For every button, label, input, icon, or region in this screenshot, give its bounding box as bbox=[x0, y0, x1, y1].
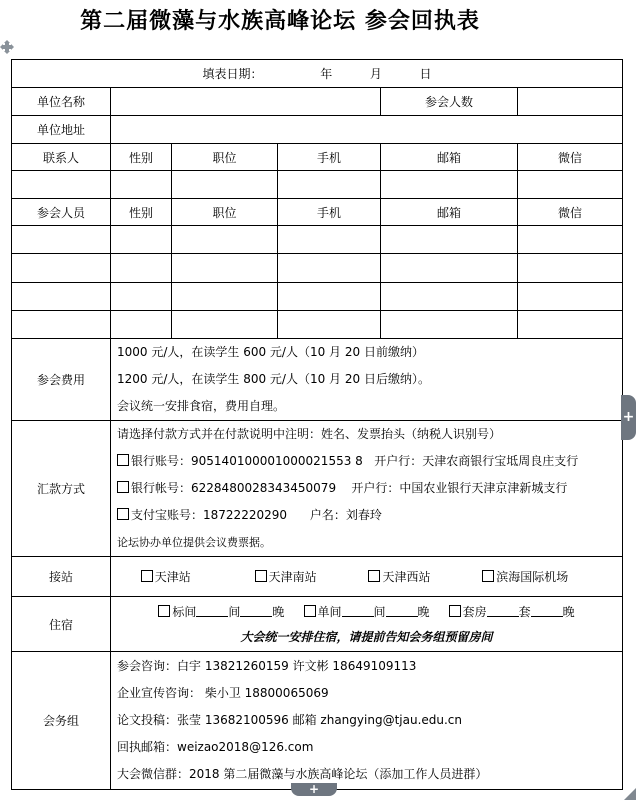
participant-row bbox=[12, 283, 623, 311]
nights-input[interactable] bbox=[531, 605, 563, 617]
unit-label: 间 bbox=[228, 605, 241, 619]
participant-position-field[interactable] bbox=[172, 283, 278, 311]
contact-row bbox=[12, 171, 623, 199]
payment-option-bank-2 bbox=[117, 475, 622, 502]
alipay-holder-name: 刘春玲 bbox=[345, 508, 382, 522]
payment-label: 汇款方式 bbox=[12, 421, 111, 557]
participant-name-field[interactable] bbox=[12, 283, 111, 311]
pickup-row bbox=[12, 557, 623, 597]
participant-phone-field[interactable] bbox=[278, 311, 381, 339]
unit-address-label: 单位地址 bbox=[12, 116, 111, 144]
checkbox[interactable] bbox=[255, 570, 267, 582]
participant-name-field[interactable] bbox=[12, 254, 111, 283]
contact-header: 联系人 bbox=[12, 144, 111, 171]
lodging-option-standard[interactable] bbox=[158, 605, 284, 619]
bank-2-checkbox[interactable] bbox=[117, 481, 129, 493]
participant-phone-field[interactable] bbox=[278, 254, 381, 283]
nights-label: 晚 bbox=[272, 605, 285, 619]
paper-submission: 论文投稿：张莹 13682100596 邮箱 zhangying@tjau.edu.cn bbox=[117, 713, 463, 727]
wechat-group: 大会微信群：2018 第二届微藻与水族高峰论坛（添加工作人员进群） bbox=[117, 767, 488, 781]
nights-input[interactable] bbox=[386, 605, 418, 617]
contact-position-header: 职位 bbox=[172, 144, 278, 171]
unit-address-row bbox=[12, 116, 623, 144]
fee-row bbox=[12, 339, 623, 421]
fee-line-late: 1200 元/人，在读学生 800 元/人（10 月 20 日后缴纳）。 bbox=[117, 372, 430, 386]
participant-wechat-field[interactable] bbox=[518, 254, 623, 283]
lodging-option-label: 标间 bbox=[172, 605, 197, 619]
rooms-input[interactable] bbox=[196, 605, 228, 617]
attendees-count-field[interactable] bbox=[518, 88, 623, 116]
participant-position-field[interactable] bbox=[172, 226, 278, 254]
checkbox[interactable] bbox=[304, 605, 316, 617]
participant-wechat-header: 微信 bbox=[518, 199, 623, 226]
plus-icon: + bbox=[308, 782, 320, 796]
rooms-input[interactable] bbox=[487, 605, 519, 617]
participant-phone-field[interactable] bbox=[278, 283, 381, 311]
payment-intro: 请选择付款方式并在付款说明中注明：姓名、发票抬头（纳税人识别号） bbox=[117, 427, 502, 441]
participant-row bbox=[12, 254, 623, 283]
fee-line-lodging: 会议统一安排食宿，费用自理。 bbox=[117, 399, 286, 413]
checkbox[interactable] bbox=[449, 605, 461, 617]
participant-position-header: 职位 bbox=[172, 199, 278, 226]
table-resize-handle-icon[interactable] bbox=[624, 788, 636, 800]
pickup-option-tianjin[interactable] bbox=[141, 568, 251, 585]
contact-gender-field[interactable] bbox=[111, 171, 172, 199]
bank-1-account-label: 银行账号： bbox=[131, 454, 192, 468]
participant-name-field[interactable] bbox=[12, 226, 111, 254]
contact-wechat-header: 微信 bbox=[518, 144, 623, 171]
participant-phone-header: 手机 bbox=[278, 199, 381, 226]
participant-position-field[interactable] bbox=[172, 311, 278, 339]
nights-label: 晚 bbox=[417, 605, 430, 619]
lodging-option-label: 套房 bbox=[462, 605, 487, 619]
participant-gender-field[interactable] bbox=[111, 254, 172, 283]
payment-option-alipay bbox=[117, 502, 622, 529]
bank-1-account: 905140100001000021553 8 bbox=[191, 454, 363, 468]
contact-position-field[interactable] bbox=[172, 171, 278, 199]
sponsor-inquiry: 企业宣传咨询： 柴小卫 18800065069 bbox=[117, 686, 329, 700]
fill-date-row bbox=[12, 60, 623, 88]
contact-phone-field[interactable] bbox=[278, 171, 381, 199]
table-move-handle-icon[interactable] bbox=[0, 40, 14, 54]
participant-gender-field[interactable] bbox=[111, 283, 172, 311]
participant-row bbox=[12, 226, 623, 254]
lodging-options-line bbox=[111, 599, 622, 625]
participant-row bbox=[12, 311, 623, 339]
payment-row bbox=[12, 421, 623, 557]
checkbox[interactable] bbox=[482, 570, 494, 582]
contact-name-field[interactable] bbox=[12, 171, 111, 199]
fill-date-label: 填表日期： bbox=[202, 67, 263, 81]
participant-gender-header: 性别 bbox=[111, 199, 172, 226]
bank-2-bank-label: 开户行： bbox=[351, 481, 400, 495]
lodging-options bbox=[111, 597, 623, 652]
bank-2-account: 6228480028343450079 bbox=[191, 481, 337, 495]
participant-name-field[interactable] bbox=[12, 311, 111, 339]
rooms-input[interactable] bbox=[342, 605, 374, 617]
nights-input[interactable] bbox=[240, 605, 272, 617]
fee-line-early: 1000 元/人，在读学生 600 元/人（10 月 20 日前缴纳） bbox=[117, 345, 424, 359]
bank-2-account-label: 银行帐号： bbox=[131, 481, 192, 495]
checkbox[interactable] bbox=[368, 570, 380, 582]
pickup-label: 接站 bbox=[12, 557, 111, 597]
payment-option-bank-1 bbox=[117, 448, 622, 475]
fill-date-year: 年 bbox=[320, 67, 333, 81]
lodging-option-label: 单间 bbox=[317, 605, 342, 619]
unit-name-row bbox=[12, 88, 623, 116]
receipt-email: 回执邮箱：weizao2018@126.com bbox=[117, 740, 314, 754]
participant-email-field[interactable] bbox=[381, 226, 518, 254]
registration-form-table bbox=[11, 59, 623, 790]
contact-email-header: 邮箱 bbox=[381, 144, 518, 171]
plus-icon: + bbox=[622, 409, 635, 425]
pickup-option-label: 天津南站 bbox=[268, 570, 317, 584]
unit-address-field[interactable] bbox=[111, 116, 623, 144]
document-title: 第二届微藻与水族高峰论坛 参会回执表 bbox=[80, 8, 480, 34]
pickup-options bbox=[111, 557, 623, 597]
participants-header-row bbox=[12, 199, 623, 226]
bank-2-bank-name: 中国农业银行天津京津新城支行 bbox=[399, 481, 568, 495]
bank-1-bank-label: 开户行： bbox=[374, 454, 423, 468]
bank-1-checkbox[interactable] bbox=[117, 454, 129, 466]
participant-email-field[interactable] bbox=[381, 254, 518, 283]
lodging-option-single[interactable] bbox=[304, 605, 430, 619]
payment-footer: 论坛协办单位提供会议费票据。 bbox=[117, 536, 271, 549]
pickup-option-label: 滨海国际机场 bbox=[496, 570, 569, 584]
pickup-option-label: 天津站 bbox=[154, 570, 191, 584]
participant-email-header: 邮箱 bbox=[381, 199, 518, 226]
payment-details bbox=[111, 421, 623, 557]
participant-wechat-field[interactable] bbox=[518, 311, 623, 339]
participant-email-field[interactable] bbox=[381, 283, 518, 311]
registration-inquiry: 参会咨询：白宇 13821260159 许文彬 18649109113 bbox=[117, 659, 417, 673]
unit-label: 间 bbox=[373, 605, 386, 619]
pickup-option-tianjin-south[interactable] bbox=[255, 568, 365, 585]
contact-wechat-field[interactable] bbox=[518, 171, 623, 199]
participant-wechat-field[interactable] bbox=[518, 226, 623, 254]
fill-date-month: 月 bbox=[369, 67, 382, 81]
secretariat-label: 会务组 bbox=[12, 652, 111, 790]
participant-gender-field[interactable] bbox=[111, 226, 172, 254]
participant-position-field[interactable] bbox=[172, 254, 278, 283]
secretariat-details bbox=[111, 652, 623, 790]
participant-email-field[interactable] bbox=[381, 311, 518, 339]
alipay-account: 18722220290 bbox=[203, 508, 287, 522]
participant-gender-field[interactable] bbox=[111, 311, 172, 339]
lodging-option-suite[interactable] bbox=[449, 605, 575, 619]
pickup-option-tianjin-west[interactable] bbox=[368, 568, 478, 585]
pickup-option-binhai-airport[interactable] bbox=[482, 568, 592, 585]
lodging-row bbox=[12, 597, 623, 652]
checkbox[interactable] bbox=[158, 605, 170, 617]
lodging-note: 大会统一安排住宿，请提前告知会务组预留房间 bbox=[240, 630, 493, 644]
participant-wechat-field[interactable] bbox=[518, 283, 623, 311]
lodging-label: 住宿 bbox=[12, 597, 111, 652]
add-row-button[interactable] bbox=[291, 783, 337, 796]
pickup-option-label: 天津西站 bbox=[382, 570, 431, 584]
fee-details bbox=[111, 339, 623, 421]
unit-name-label: 单位名称 bbox=[12, 88, 111, 116]
fill-date-day: 日 bbox=[419, 67, 432, 81]
attendees-count-label: 参会人数 bbox=[381, 88, 518, 116]
add-column-button[interactable] bbox=[621, 395, 636, 440]
participant-header: 参会人员 bbox=[12, 199, 111, 226]
contact-header-row bbox=[12, 144, 623, 171]
nights-label: 晚 bbox=[562, 605, 575, 619]
alipay-checkbox[interactable] bbox=[117, 508, 129, 520]
contact-phone-header: 手机 bbox=[278, 144, 381, 171]
alipay-holder-label: 户名： bbox=[309, 508, 346, 522]
checkbox[interactable] bbox=[141, 570, 153, 582]
fill-date-cell[interactable] bbox=[12, 60, 623, 88]
alipay-account-label: 支付宝账号： bbox=[131, 508, 204, 522]
bank-1-bank-name: 天津农商银行宝坻周良庄支行 bbox=[422, 454, 579, 468]
unit-name-field[interactable] bbox=[111, 88, 381, 116]
fee-label: 参会费用 bbox=[12, 339, 111, 421]
participant-phone-field[interactable] bbox=[278, 226, 381, 254]
contact-gender-header: 性别 bbox=[111, 144, 172, 171]
contact-email-field[interactable] bbox=[381, 171, 518, 199]
secretariat-row bbox=[12, 652, 623, 790]
unit-label: 套 bbox=[518, 605, 531, 619]
